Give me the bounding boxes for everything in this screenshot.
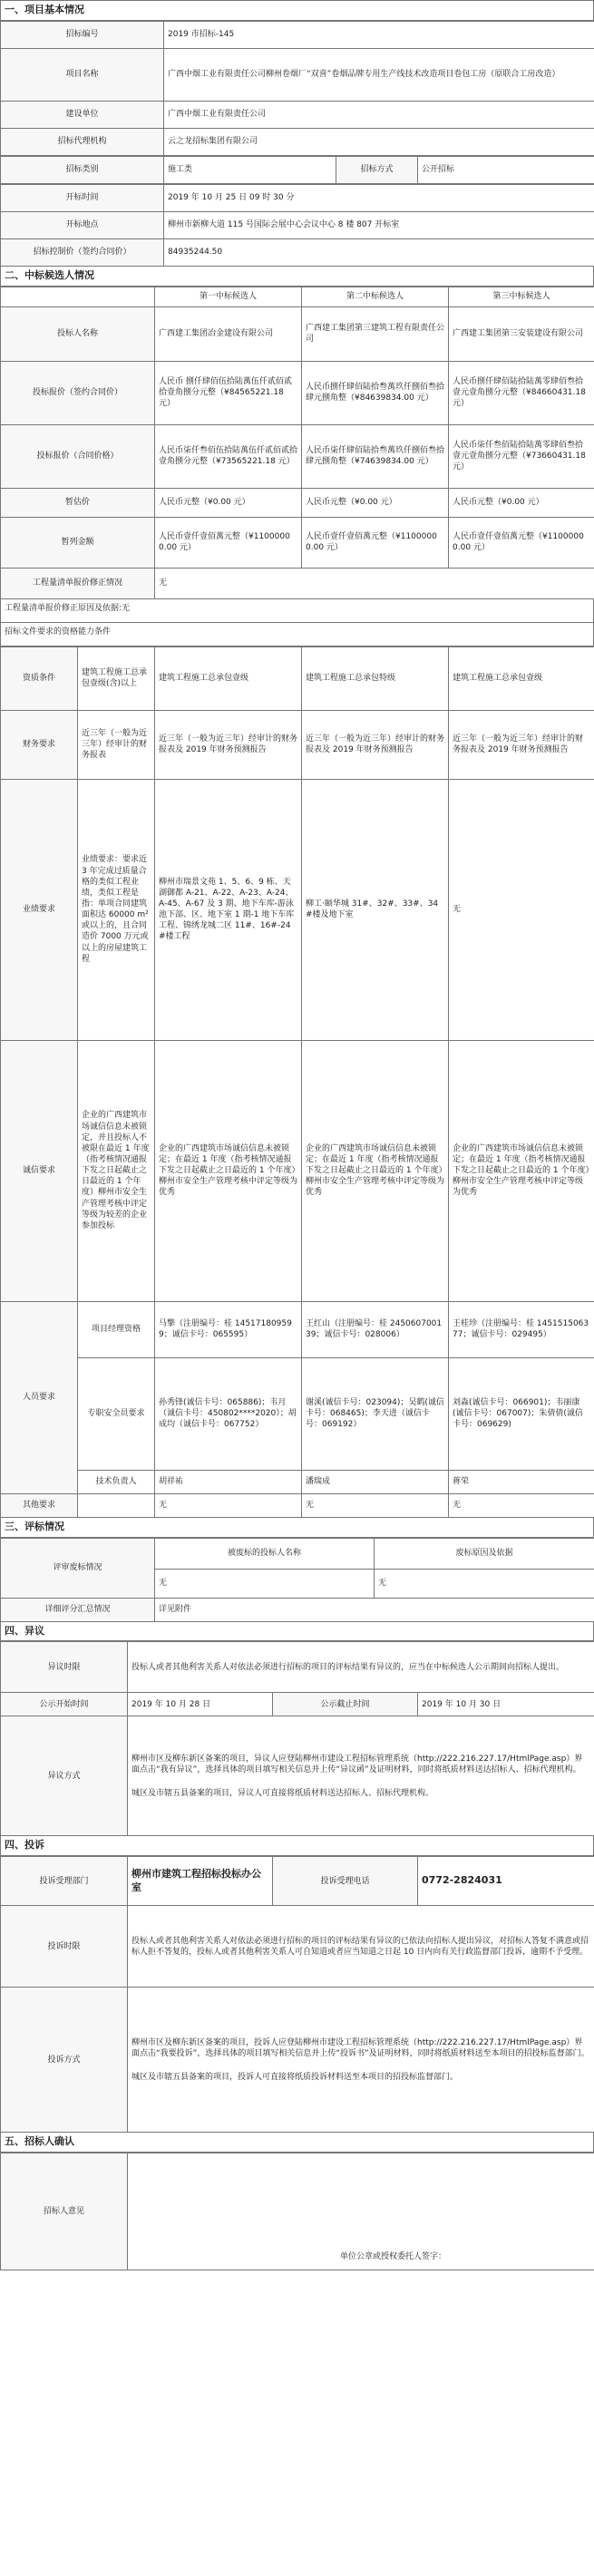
label-bid-sign-price: 投标报价（签约合同价） — [1, 361, 155, 424]
integrity: 企业的广西建筑市场诚信信息未被锁定；在最近 1 年度（指考核情况通报下发之日起截止之日最近的 1 个年度）柳州市安全生产管理考核中评定等级为优秀 — [302, 1040, 449, 1301]
bid-contract-price: 人民币柒仟肆佰陆拾叁萬玖仟捌佰叁拾肆元捌角整（¥74639834.00 元） — [302, 424, 449, 488]
row-objection-limit — [1, 1642, 594, 1693]
signature-line: 单位公章或授权委托人签字： — [340, 2251, 447, 2261]
row-score-summary — [1, 1598, 594, 1621]
value-method: 公开招标 — [418, 156, 594, 183]
value-category: 施工类 — [164, 156, 336, 183]
qualification: 建筑工程施工总承包壹级 — [155, 646, 302, 710]
label-safety-officer: 专职安全员要求 — [78, 1357, 155, 1470]
row-reject-header — [1, 1538, 594, 1569]
req-integrity: 企业的广西建筑市场诚信信息未被锁定，并且投标人不被限在最近 1 年度（指考核情况通报下发之日起截止之日最近的 1 个年度）柳州市安全生产管理考核中评定等级为较差的企业参加投标 — [78, 1040, 155, 1301]
label-performance: 业绩要求 — [1, 779, 78, 1040]
objection-method-offline: 城区及市辖五县备案的项目，异议人可直接将纸质材料送达招标人、招标代理机构。 — [131, 1788, 434, 1798]
value-control-price: 84935244.50 — [164, 238, 594, 266]
section-4-title: 四、异议 — [0, 1622, 594, 1642]
section-5-title: 四、投诉 — [0, 1836, 594, 1856]
row-publicity-period — [1, 1693, 594, 1716]
bid-sign-price: 人民币 捌仟肆佰伍拾陆萬伍仟贰佰贰拾壹角捌分元整（¥84565221.18 元） — [155, 361, 302, 424]
row-candidate-headers — [1, 287, 594, 306]
row-bid-contract-price — [1, 424, 594, 488]
value-project-name: 广西中烟工业有限责任公司柳州卷烟厂“双喜”卷烟品牌专用生产线技术改造项目卷包工房（原联合工房改造） — [164, 48, 594, 101]
header-candidate-1: 第一中标候选人 — [155, 287, 302, 306]
provisional-price: 人民币元整（¥0.00 元） — [302, 488, 449, 517]
label-owner: 建设单位 — [1, 101, 164, 128]
row-performance — [1, 779, 594, 1040]
other-req: 无 — [449, 1493, 594, 1517]
other-req: 无 — [155, 1493, 302, 1517]
provisional-sum: 人民币壹仟壹佰萬元整（¥11000000.00 元） — [302, 517, 449, 568]
label-provisional: 暂估价 — [1, 488, 155, 517]
label-method: 招标方式 — [336, 156, 418, 183]
finance: 近三年（一般为近三年）经审计的财务报表及 2019 年财务预测报告 — [302, 710, 449, 779]
provisional-sum: 人民币壹仟壹佰萬元整（¥11000000.00 元） — [449, 517, 594, 568]
row-bid-sign-price — [1, 361, 594, 424]
value-agency: 云之龙招标集团有限公司 — [164, 128, 594, 155]
label-owner-opinion: 招标人意见 — [1, 2153, 128, 2270]
row-correction — [1, 568, 594, 598]
integrity: 企业的广西建筑市场诚信信息未被锁定；在最近 1 年度（指考核情况通报下发之日起截止之日最近的 1 个年度）柳州市安全生产管理考核中评定等级为优秀 — [155, 1040, 302, 1301]
objection-limit: 投标人或者其他利害关系人对依法必须进行招标的项目的评标结果有异议的，应当在中标候选人公示期间向招标人提出。 — [128, 1642, 594, 1693]
label-project-manager: 项目经理资格 — [78, 1301, 155, 1357]
provisional-sum: 人民币壹仟壹佰萬元整（¥11000000.00 元） — [155, 517, 302, 568]
row-qualification — [1, 646, 594, 710]
value-owner: 广西中烟工业有限责任公司 — [164, 101, 594, 128]
row-complaint-dept — [1, 1857, 594, 1906]
finance: 近三年（一般为近三年）经审计的财务报表及 2019 年财务预测报告 — [449, 710, 594, 779]
row-other-req — [1, 1493, 594, 1517]
label-tech-lead: 技术负责人 — [78, 1470, 155, 1493]
row-owner-opinion — [1, 2153, 594, 2270]
project-manager: 王桂珍（注册编号：桂 145151506377；诚信卡号：029495） — [449, 1301, 594, 1357]
label-open-time: 开标时间 — [1, 184, 164, 211]
complaint-method-offline: 城区及市辖五县备案的项目，投诉人可直接将纸质投诉材料送至本项目的招投标监督部门。 — [131, 2072, 459, 2082]
req-other — [78, 1493, 155, 1517]
bidder-name: 广西建工集团冶金建设有限公司 — [155, 306, 302, 361]
safety-officer: 谢溪(诚信卡号：023094)；吴鹤(诚信卡号：068465)；李天进（诚信卡号：069192） — [302, 1357, 449, 1470]
performance: 柳工·颐华城 31#、32#、33#、34#楼及地下室 — [302, 779, 449, 1040]
label-category: 招标类别 — [1, 156, 164, 183]
complaint-method-online: 柳州市区及柳东新区备案的项目，投诉人应登陆柳州市建设工程招标管理系统（http://222.216.227.17/HtmlPage.asp）界面点击“我要投诉”，选择具体的项目填写相关信息并上传“投诉书”及证明材料，同时将纸质材料送至本项目的招投标监督部门。 — [131, 2037, 589, 2058]
label-other-req: 其他要求 — [1, 1493, 78, 1517]
rejected-bidder: 无 — [155, 1569, 375, 1598]
label-publicity-start: 公示开始时间 — [1, 1693, 128, 1716]
row-finance — [1, 710, 594, 779]
bid-contract-price: 人民币柒仟叁佰伍拾陆萬伍仟贰佰贰拾壹角捌分元整（¥73565221.18 元） — [155, 424, 302, 488]
label-bidder-name: 投标人名称 — [1, 306, 155, 361]
integrity: 企业的广西建筑市场诚信信息未被锁定；在最近 1 年度（指考核情况通报下发之日起截止之日最近的 1 个年度）柳州市安全生产管理考核中评定等级为优秀 — [449, 1040, 594, 1301]
other-req: 无 — [302, 1493, 449, 1517]
correction-reason: 工程量清单报价修正原因及依据:无 — [0, 599, 594, 623]
row-project-manager — [1, 1301, 594, 1357]
label-control-price: 招标控制价（签约合同价） — [1, 238, 164, 266]
req-finance: 近三年（一般为近三年）经审计的财务报表 — [78, 710, 155, 779]
performance: 无 — [449, 779, 594, 1040]
label-complaint-limit: 投诉时限 — [1, 1906, 128, 1988]
row-bid-number — [1, 21, 594, 48]
label-agency: 招标代理机构 — [1, 128, 164, 155]
complaint-phone: 0772-2824031 — [418, 1857, 594, 1906]
complaint-dept: 柳州市建筑工程招标投标办公室 — [128, 1857, 273, 1906]
bidder-name: 广西建工集团第三建筑工程有限责任公司 — [302, 306, 449, 361]
complaint-limit: 投标人或者其他利害关系人对依法必须进行招标的项目的评标结果有异议的已依法向招标人提出异议，对招标人答复不满意或招标人拒不答复的，投标人或者其他利害关系人可自知道或者应当知道之日起 10 日内向有关行政监督部门投诉，逾期不予受理。 — [128, 1906, 594, 1988]
label-reject: 评审废标情况 — [1, 1538, 155, 1598]
provisional-price: 人民币元整（¥0.00 元） — [155, 488, 302, 517]
section-2-title: 二、中标候选人情况 — [0, 267, 594, 287]
objection-method-online: 柳州市区及柳东新区备案的项目，异议人应登陆柳州市建设工程招标管理系统（http://222.216.227.17/HtmlPage.asp）界面点击“我有异议”，选择具体的项目填写相关信息并上传“异议函”及证明材料，同时将纸质材料送达招标人、招标代理机构。 — [131, 1754, 583, 1774]
project-type-table — [0, 156, 594, 184]
label-complaint-phone: 投诉受理电话 — [273, 1857, 418, 1906]
project-manager: 马擎（注册编号：桂 145171809599；诚信卡号：065595） — [155, 1301, 302, 1357]
bid-contract-price: 人民币柒仟叁佰陆拾陆萬零肆佰叁拾壹元壹角捌分元整（¥73660431.18 元） — [449, 424, 594, 488]
row-open-time — [1, 184, 594, 211]
value-correction: 无 — [155, 568, 594, 598]
label-bid-contract-price: 投标报价（合同价格） — [1, 424, 155, 488]
label-integrity: 诚信要求 — [1, 1040, 78, 1301]
label-qualification: 资质条件 — [1, 646, 78, 710]
reject-reason: 无 — [375, 1569, 594, 1598]
performance: 柳州市瑞景文苑 1、5、6、9 栋、天湖御都 A-21、A-22、A-23、A-24、A-45、A-67 及 3 期、地下车库-游泳池下部、区、地下室 1 期-1 地下车库工程、锦绣龙城二区 11#、16#-24#楼工程 — [155, 779, 302, 1040]
value-open-time: 2019 年 10 月 25 日 09 时 30 分 — [164, 184, 594, 211]
publicity-end: 2019 年 10 月 30 日 — [418, 1693, 594, 1716]
label-finance: 财务要求 — [1, 710, 78, 779]
value-bid-number: 2019 市招标-145 — [164, 21, 594, 48]
project-basic-table — [0, 21, 594, 156]
safety-officer: 孙秀锋(诚信卡号：065886)；韦月（诚信卡号：450802****2020）；胡成均（诚信卡号：067752） — [155, 1357, 302, 1470]
score-summary: 详见附件 — [155, 1598, 594, 1621]
row-objection-method — [1, 1716, 594, 1836]
complaint-method — [128, 1988, 594, 2133]
row-complaint-method — [1, 1988, 594, 2133]
row-agency — [1, 128, 594, 155]
row-provisional-sum — [1, 517, 594, 568]
label-project-name: 项目名称 — [1, 48, 164, 101]
bid-sign-price: 人民币捌仟肆佰陆拾陆萬零肆佰叁拾壹元壹角捌分元整（¥84660431.18 元） — [449, 361, 594, 424]
objection-table — [0, 1641, 594, 1836]
bid-sign-price: 人民币捌仟肆佰陆拾叁萬玖仟捌佰叁拾肆元捌角整（¥84639834.00 元） — [302, 361, 449, 424]
label-open-place: 开标地点 — [1, 211, 164, 238]
label-complaint-method: 投诉方式 — [1, 1988, 128, 2133]
qualification: 建筑工程施工总承包壹级 — [449, 646, 594, 710]
row-safety-officer — [1, 1357, 594, 1470]
section-1-title: 一、项目基本情况 — [0, 0, 594, 21]
row-project-name — [1, 48, 594, 101]
header-candidate-2: 第二中标候选人 — [302, 287, 449, 306]
req-qualification: 建筑工程施工总承包壹级(含)以上 — [78, 646, 155, 710]
label-personnel: 人员要求 — [1, 1301, 78, 1493]
row-open-place — [1, 211, 594, 238]
header-candidate-3: 第三中标候选人 — [449, 287, 594, 306]
project-open-table — [0, 184, 594, 267]
section-3-title: 三、评标情况 — [0, 1518, 594, 1538]
label-objection-limit: 异议时限 — [1, 1642, 128, 1693]
label-correction: 工程量清单报价修正情况 — [1, 568, 155, 598]
row-bidder-name — [1, 306, 594, 361]
row-provisional — [1, 488, 594, 517]
bidder-name: 广西建工集团第三安装建设有限公司 — [449, 306, 594, 361]
publicity-start: 2019 年 10 月 28 日 — [128, 1693, 273, 1716]
section-6-title: 五、招标人确认 — [0, 2133, 594, 2153]
row-complaint-limit — [1, 1906, 594, 1988]
label-complaint-dept: 投诉受理部门 — [1, 1857, 128, 1906]
objection-method — [128, 1716, 594, 1836]
row-integrity — [1, 1040, 594, 1301]
header-reject-reason: 废标原因及依据 — [375, 1538, 594, 1569]
tech-lead: 蒋荣 — [449, 1470, 594, 1493]
confirmation-table — [0, 2153, 594, 2270]
qualification-table — [0, 646, 594, 1518]
label-score-summary: 详细评分汇总情况 — [1, 1598, 155, 1621]
label-objection-method: 异议方式 — [1, 1716, 128, 1836]
evaluation-table — [0, 1538, 594, 1622]
complaint-table — [0, 1856, 594, 2133]
requirements-title: 招标文件要求的资格能力条件 — [0, 623, 594, 646]
row-owner — [1, 101, 594, 128]
project-manager: 王红山（注册编号：桂 245060700139；诚信卡号：028006） — [302, 1301, 449, 1357]
row-tech-lead — [1, 1470, 594, 1493]
label-bid-number: 招标编号 — [1, 21, 164, 48]
owner-opinion — [128, 2153, 594, 2270]
finance: 近三年（一般为近三年）经审计的财务报表及 2019 年财务预测报告 — [155, 710, 302, 779]
provisional-price: 人民币元整（¥0.00 元） — [449, 488, 594, 517]
header-blank — [1, 287, 155, 306]
safety-officer: 刘淼(诚信卡号：066901)；韦丽康(诚信卡号：067007)；朱倩倩(诚信卡号：069629) — [449, 1357, 594, 1470]
row-category — [1, 156, 594, 183]
header-rejected-bidder: 被废标的投标人名称 — [155, 1538, 375, 1569]
label-publicity-end: 公示截止时间 — [273, 1693, 418, 1716]
label-provisional-sum: 暂列金额 — [1, 517, 155, 568]
tech-lead: 胡祥祐 — [155, 1470, 302, 1493]
qualification: 建筑工程施工总承包特级 — [302, 646, 449, 710]
row-control-price — [1, 238, 594, 266]
req-performance: 业绩要求：要求近 3 年完成过质量合格的类似工程业绩，类似工程是指：单项合同建筑面积达 60000 m²或以上的，且合同造价 7000 万元或以上的房屋建筑工程 — [78, 779, 155, 1040]
tech-lead: 潘瑞成 — [302, 1470, 449, 1493]
candidates-table — [0, 287, 594, 599]
value-open-place: 柳州市新柳大道 115 号国际会展中心会议中心 8 楼 807 开标室 — [164, 211, 594, 238]
